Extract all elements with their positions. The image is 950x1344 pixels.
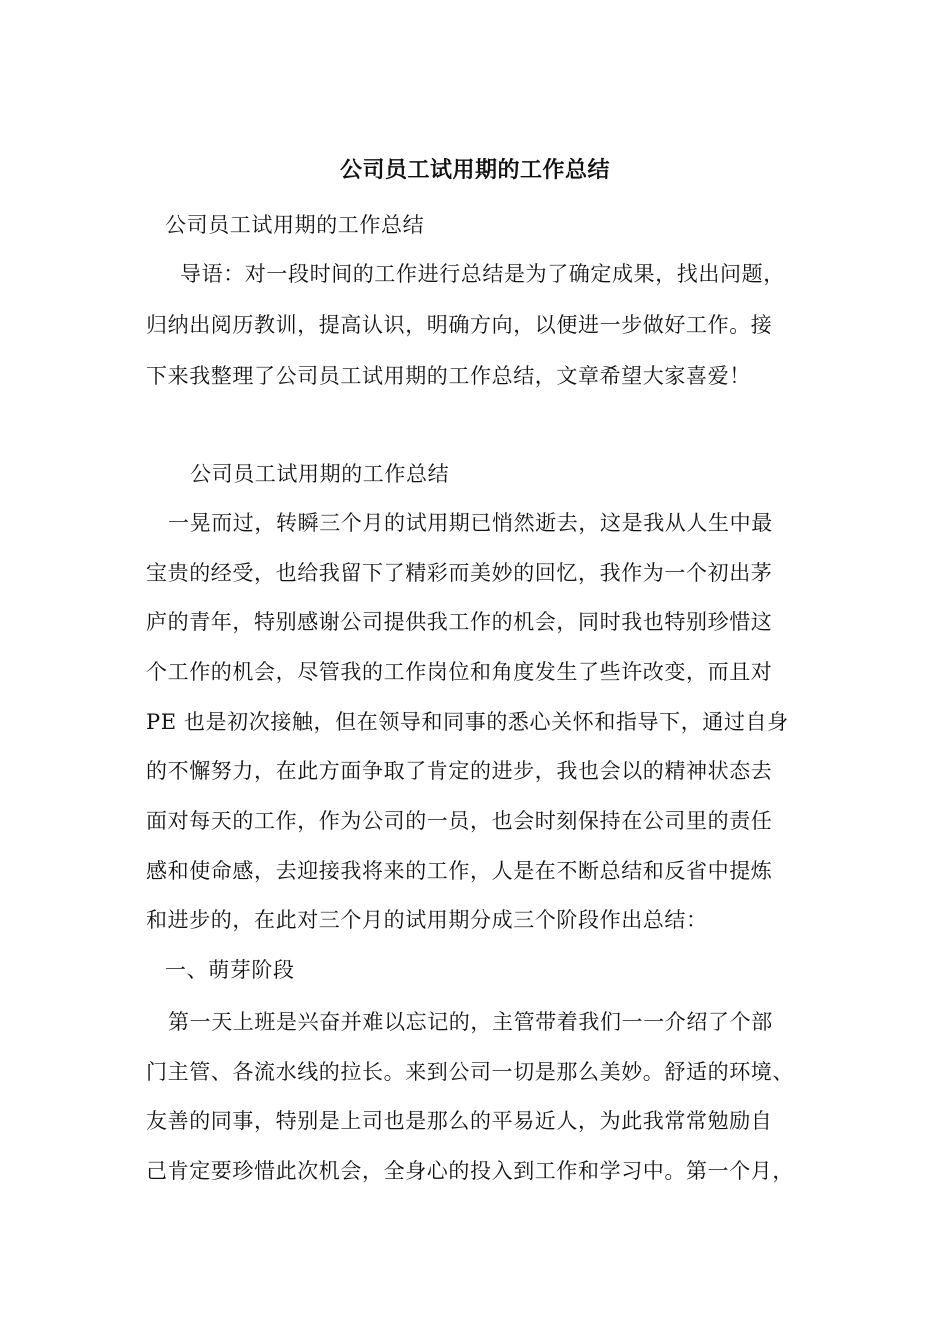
body-line: 一晃而过，转瞬三个月的试用期已悄然逝去，这是我从人生中最 xyxy=(168,511,773,535)
body-line: 感和使命感，去迎接我将来的工作，人是在不断总结和反省中提炼 xyxy=(146,859,773,883)
stage1-line: 门主管、各流水线的拉长。来到公司一切是那么美妙。舒适的环境、 xyxy=(146,1060,794,1084)
body-line: 个工作的机会，尽管我的工作岗位和角度发生了些许改变，而且对 xyxy=(146,660,773,684)
section-title: 公司员工试用期的工作总结 xyxy=(190,462,450,486)
body-line: PE 也是初次接触，但在领导和同事的悉心关怀和指导下，通过自身 xyxy=(146,710,789,734)
intro-line: 导语：对一段时间的工作进行总结是为了确定成果，找出问题， xyxy=(180,262,785,286)
body-line: 面对每天的工作，作为公司的一员，也会时刻保持在公司里的责任 xyxy=(146,809,773,833)
body-line: 庐的青年，特别感谢公司提供我工作的机会，同时我也特别珍惜这 xyxy=(146,610,773,634)
intro-line: 下来我整理了公司员工试用期的工作总结，文章希望大家喜爱！ xyxy=(146,364,751,388)
stage1-line: 第一天上班是兴奋并难以忘记的，主管带着我们一一介绍了个部 xyxy=(168,1010,773,1034)
subtitle: 公司员工试用期的工作总结 xyxy=(165,213,425,237)
stage1-line: 己肯定要珍惜此次机会，全身心的投入到工作和学习中。第一个月， xyxy=(146,1159,794,1183)
body-line: 宝贵的经受，也给我留下了精彩而美妙的回忆，我作为一个初出茅 xyxy=(146,561,773,585)
document-title: 公司员工试用期的工作总结 xyxy=(339,157,610,183)
heading-stage-1: 一、萌芽阶段 xyxy=(165,958,295,982)
body-line: 的不懈努力，在此方面争取了肯定的进步，我也会以的精神状态去 xyxy=(146,759,773,783)
body-line: 和进步的，在此对三个月的试用期分成三个阶段作出总结： xyxy=(146,908,708,932)
intro-line: 归纳出阅历教训，提高认识，明确方向，以便进一步做好工作。接 xyxy=(146,313,773,337)
stage1-line: 友善的同事，特别是上司也是那么的平易近人，为此我常常勉励自 xyxy=(146,1109,773,1133)
